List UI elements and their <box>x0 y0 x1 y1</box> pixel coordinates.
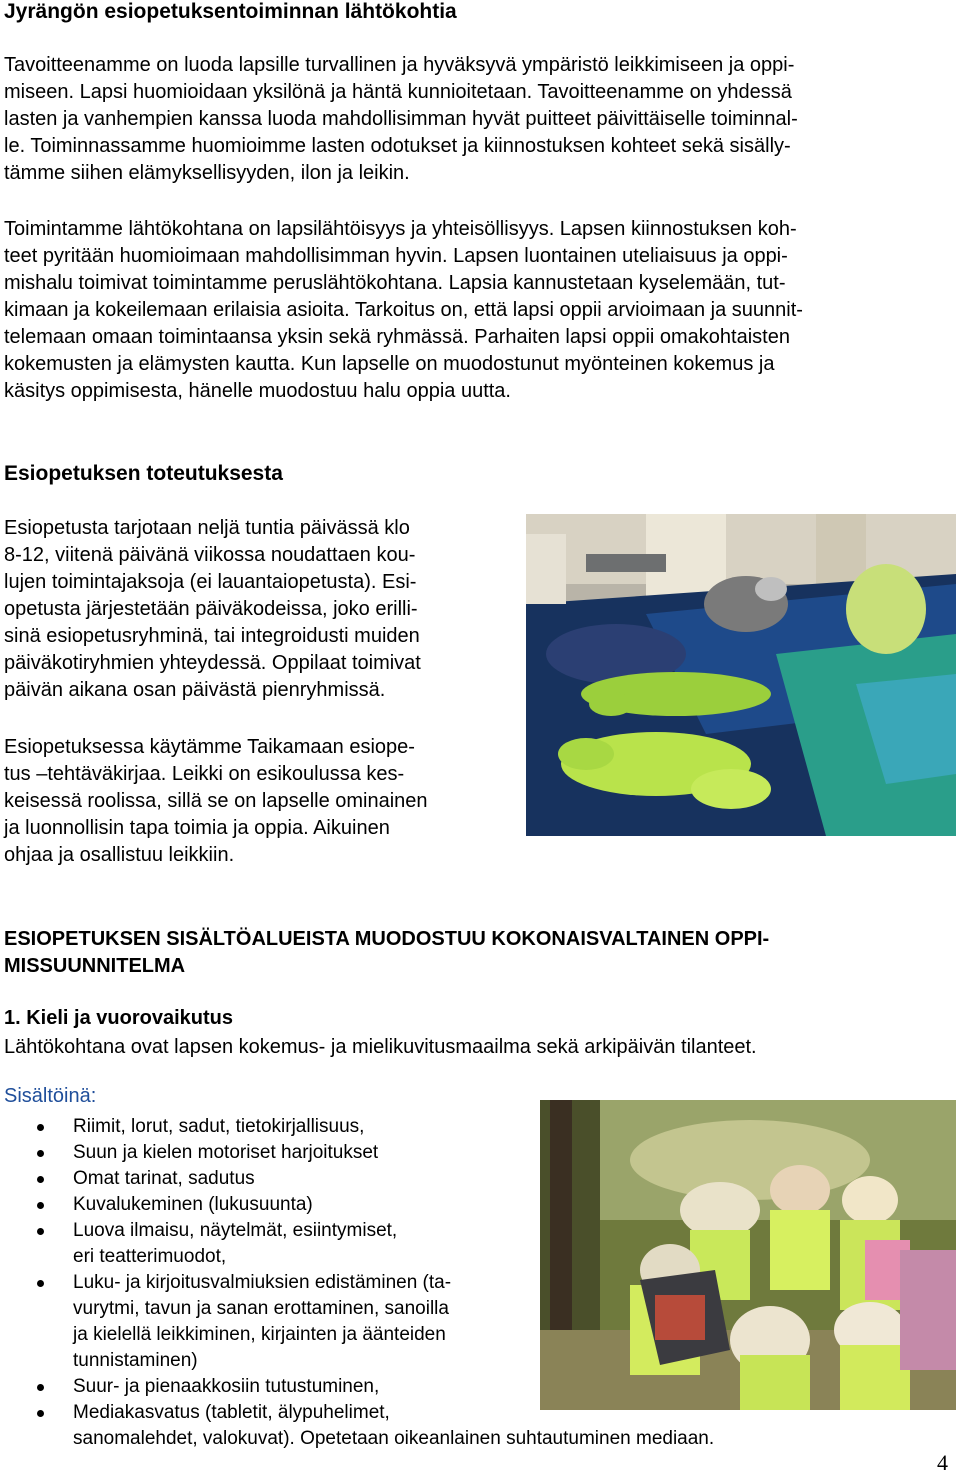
text-line: opetusta järjestetään päiväkodeissa, joko erilli- <box>4 598 418 620</box>
list-item-text: ja kielellä leikkiminen, kirjainten ja äänteiden <box>73 1324 446 1345</box>
text-line: le. Toiminnassamme huomioimme lasten odotukset ja kiinnostuksen kohteet sekä sisälly- <box>4 135 791 157</box>
list-item-text: Suur- ja pienaakkosiin tutustuminen, <box>73 1376 380 1397</box>
list-item-text: eri teatterimuodot, <box>73 1246 227 1267</box>
text-line: Toimintamme lähtökohtana on lapsilähtöisyys ja yhteisöllisyys. Lapsen kiinnostuksen koh- <box>4 218 797 240</box>
list-item-text: Luku- ja kirjoitusvalmiuksien edistäminen (ta- <box>73 1272 452 1293</box>
text-line: lasten ja vanhempien kanssa luoda mahdollisimman hyvät puitteet päivittäiselle toiminnal- <box>4 108 798 130</box>
toteutus-paragraph-1 <box>4 515 506 704</box>
text-line: kokemusten ja elämysten kautta. Kun lapselle on muodostunut myönteinen kokemus ja <box>4 353 775 375</box>
text-line: keisessä roolissa, sillä se on lapselle ominainen <box>4 790 428 812</box>
list-item-text: Kuvalukeminen (lukusuunta) <box>73 1194 313 1215</box>
text-line: Tavoitteenamme on luoda lapsille turvallinen ja hyväksyvä ympäristö leikkimiseen ja oppi- <box>4 54 795 76</box>
text-line: käsitys oppimisesta, hänelle muodostuu halu oppia uutta. <box>4 380 511 402</box>
contents-label: Sisältöinä: <box>4 1085 97 1107</box>
list-item-text: sanomalehdet, valokuvat). Opetetaan oikeanlainen suhtautuminen mediaan. <box>73 1428 715 1449</box>
sub-heading-text: Lähtökohtana ovat lapsen kokemus- ja mielikuvitusmaailma sekä arkipäivän tilanteet. <box>4 1036 757 1058</box>
text-line: Esiopetusta tarjotaan neljä tuntia päivässä klo <box>4 517 410 539</box>
list-item-text: Riimit, lorut, sadut, tietokirjallisuus, <box>73 1116 365 1137</box>
list-item-text: Mediakasvatus (tabletit, älypuhelimet, <box>73 1402 390 1423</box>
text-line: lujen toimintajaksoja (ei lauantaiopetusta). Esi- <box>4 571 417 593</box>
text-line: 8-12, viitenä päivänä viikossa noudattaen kou- <box>4 544 416 566</box>
text-line: teet pyritään huomioimaan mahdollisimman hyvin. Lapsen luontainen uteliaisuus ja oppi- <box>4 245 788 267</box>
text-line: miseen. Lapsi huomioidaan yksilönä ja häntä kunnioitetaan. Tavoitteenamme on yhdessä <box>4 81 792 103</box>
list-item-text: Omat tarinat, sadutus <box>73 1168 255 1189</box>
list-item-text: Suun ja kielen motoriset harjoitukset <box>73 1142 379 1163</box>
text-line: mishalu toimivat toimintamme peruslähtökohtana. Lapsia kannustetaan kyselemään, tut- <box>4 272 786 294</box>
text-line: telemaan omaan toimintaansa yksin sekä ryhmässä. Parhaiten lapsi oppii omakohtaisten <box>4 326 790 348</box>
text-line: päivän aikana osan päivästä pienryhmissä. <box>4 679 386 701</box>
text-line: ohjaa ja osallistuu leikkiin. <box>4 844 235 866</box>
list-item-text: tunnistaminen) <box>73 1350 198 1371</box>
photo-plush-toys <box>526 514 956 836</box>
photo-children-drawing <box>540 1100 956 1410</box>
page-title: Jyrängön esiopetuksentoiminnan lähtökohtia <box>4 0 457 23</box>
section-heading-oppimissuunnitelma <box>4 926 944 980</box>
text-line: päiväkotiryhmien yhteydessä. Oppilaat toimivat <box>4 652 421 674</box>
photo-children-outdoors <box>540 1100 956 1410</box>
text-line: tämme siihen elämyksellisyyden, ilon ja leikin. <box>4 162 410 184</box>
heading-line: MISSUUNNITELMA <box>4 955 186 977</box>
text-line: kimaan ja kokeilemaan erilaisia asioita. Tarkoitus on, että lapsi oppii arvioimaan ja suunnit- <box>4 299 803 321</box>
text-line: ja luonnollisin tapa toimia ja oppia. Aikuinen <box>4 817 390 839</box>
sub-heading-kieli: 1. Kieli ja vuorovaikutus <box>4 1007 233 1029</box>
text-line: tus –tehtäväkirjaa. Leikki on esikoulussa kes- <box>4 763 405 785</box>
heading-line: ESIOPETUKSEN SISÄLTÖALUEISTA MUODOSTUU KOKONAISVALTAINEN OPPI- <box>4 928 770 950</box>
text-line: Esiopetuksessa käytämme Taikamaan esiope- <box>4 736 415 758</box>
section-heading-toteutus: Esiopetuksen toteutuksesta <box>4 462 283 485</box>
list-item-text: Luova ilmaisu, näytelmät, esiintymiset, <box>73 1220 398 1241</box>
intro-paragraph-1 <box>4 52 798 187</box>
page-number: 4 <box>937 1450 948 1475</box>
intro-paragraph-2 <box>4 216 803 405</box>
toteutus-paragraph-2 <box>4 734 506 869</box>
photo-plush-toys-drawing <box>526 514 956 836</box>
text-line: sinä esiopetusryhminä, tai integroidusti muiden <box>4 625 420 647</box>
list-item-text: vurytmi, tavun ja sanan erottaminen, sanoilla <box>73 1298 449 1319</box>
